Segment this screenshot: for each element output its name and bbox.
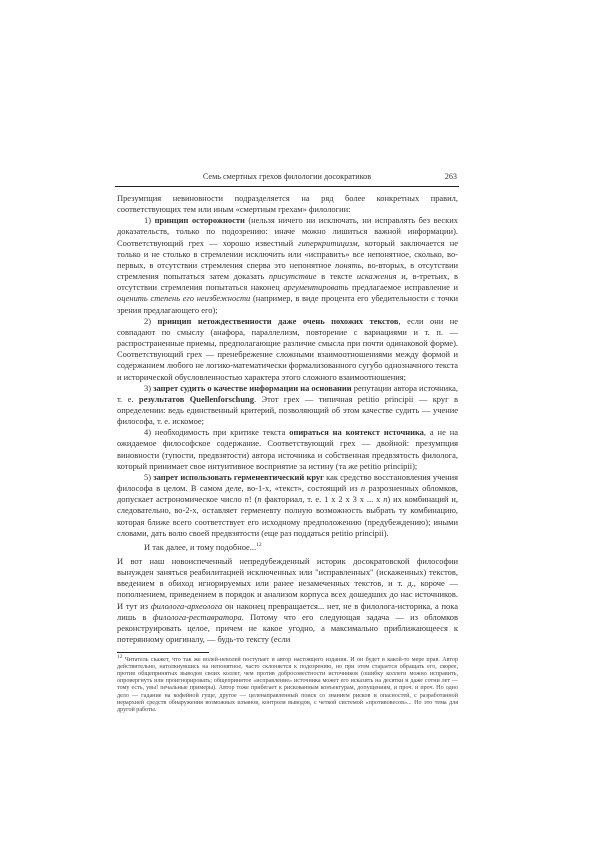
header-rule (115, 186, 459, 187)
footnote-text: Читатель скажет, что так же волей-неволей поступает и автор настоящего издания. И он будет в какой-то мере прав. Автор действительно, натолкнувшись на непонятное, часто склоняется к подозрению, но при этом старается обращать его, скорее, против общепринятых выводов своих коллег, чем против добросовестности источников (ошибку коллеги можно исправить, опровергнуть или проигнорировать; общепринятое «исправление» источника может его исказить на десятки и даже сотни лет — тому есть, увы! печальные примеры). Автор тоже прибегает к рискованным конъектурам, допущениям, и проч. и проч. Но одно дело — гадание на кофейной гуще, другое — целенаправленный поиск со знанием рисков и опасностей, с разработанной иерархией средств обнаружения возможных изъянов, контроля выводов, с четкой системой «противовесов»... Но это тема для другой работы. (117, 657, 458, 713)
text-run: 5) (144, 471, 154, 482)
paragraph (117, 316, 458, 383)
italic-text: филолога-археолога (150, 600, 223, 611)
text-run: разрозненных обломков, допускает астрономическое число (117, 483, 458, 505)
bold-text: запрет использовать герменевтический круг (153, 471, 324, 482)
text-run: , который заключается не только и не столько в стремлении исключить или «исправить» все непонятное, сколько, во-первых, в отсутствии стремления сперва это непонятное (117, 237, 458, 270)
text-run: ) их комбинаций и, следовательно, во-2-х, оставляет герменевту полную возможность выбрать ту комбинацию, которая ближе всего соответствует его исходному предположению (предубеждению); иными словами, дать волю своей предвзятости (еще раз поддаться petitio principii). (117, 494, 458, 538)
footnote-marker: 12 (117, 654, 123, 661)
paragraph (117, 193, 458, 215)
italic-text: искажения (356, 271, 397, 282)
bold-text: опираться на контекст источника (289, 427, 424, 438)
text-run: и, в-третьих, в отсутствии стремления попытаться наконец (117, 271, 458, 293)
paragraph (117, 427, 458, 472)
text-run: (например, в виде процента его убедительности с точки зрения предлагающего его); (117, 293, 458, 315)
text-run: 2) (144, 315, 158, 326)
footnote-rule (117, 652, 209, 653)
bold-text: принцип осторожности (154, 215, 245, 226)
page-header (115, 170, 459, 184)
text-run: предлагаемое исправление и (348, 282, 458, 293)
running-title: Семь смертных грехов филологии досократиков (202, 172, 372, 181)
text-run: (нельзя ничего ни исключать, ни исправлять без веских доказательств, только по подозрению: иначе можно лишиться важной информации). Соответствующий грех — хорошо известный (117, 215, 458, 248)
text-run: он наконец превращается... нет, не в филолога-историка, а пока лишь в (117, 600, 458, 622)
text-run: факториал, т. е. 1 x 2 x 3 x ... x (261, 494, 384, 505)
text-run: И вот наш новоиспеченный непредубежденный историк досократовской философии вынужден заняться реабилитацией исключенных или "исправленных" (искаженных) текстов, введением в обиход игнорируемых или ранее незамеченных текстов, и т. д., короче — пополнением, приведением в порядок и анализом корпуса всех дошедших до нас источников. И тут из (117, 556, 458, 611)
italic-text: понять (335, 259, 362, 270)
footnote (117, 654, 458, 713)
paragraph (117, 215, 458, 315)
page-column (115, 170, 459, 714)
text-run: в тексте (316, 271, 357, 282)
italic-text: n (257, 494, 262, 505)
text-run: . Этот грех — типичная petitio principii — круг в определении: ведь единственный критерий, позволяющий об этом качестве судить — учение философа, т. е. искомое; (117, 393, 459, 427)
text-run: 4) необходимость при критике текста (144, 427, 290, 438)
text-run: как средство восстановления учения философа в целом. В самом деле, во-1-х, «текст», состоящий из (117, 471, 459, 494)
italic-text: n (360, 483, 366, 494)
paragraph (117, 472, 458, 539)
text-run: , а не на ожидаемое философское содержание. Соответствующий грех — двойной: презумпция виновности (тупости, предвзятости) автора источника и собственная предвзятость филолога, который принимает свое интуитивное восприятие за истину (та же petitio principii); (117, 427, 458, 471)
text-run: репутации автора источника, т. е. (117, 382, 458, 404)
bold-text: принцип нетождественности даже очень похожих текстов (157, 315, 399, 326)
text-run: 1) (144, 215, 155, 226)
bold-text: результатов Quellenforschung (138, 393, 254, 404)
text-run: , во-вторых, в отсутствии стремления попытаться затем доказать (117, 259, 458, 282)
text-run: , если они не совпадают по смыслу (анафора, параллелизм, повторение с вариациями и т. п. — распространенные приемы, предполагающие различие смысла при почти одинаковой форме). Соответствующий грех — пренебрежение сложными взаимоотношениями между формой и содержанием любого не логико-математически формализованного сугубо однозначного текста и исторической обусловленностью характера этого сложного взаимоотношения; (117, 315, 458, 382)
italic-text: гиперкритицизм (298, 237, 358, 248)
body-text (117, 193, 458, 645)
page-number: 263 (444, 172, 457, 181)
italic-text: филолога-реставратора (152, 611, 242, 622)
italic-text: n (383, 494, 388, 505)
footnote-reference: 12 (256, 542, 262, 549)
italic-text: n (244, 494, 249, 505)
italic-text: аргументировать (283, 282, 349, 293)
text-run: . Потому что его следующая задача — из обломков реконструировать целое, причем не какое угодно, а максимально приближающееся к потерянному оригиналу, — будь-то тексту (если (117, 611, 458, 645)
text-run: 3) (144, 382, 154, 393)
text-run: И так далее, и тому подобное... (144, 541, 257, 552)
paragraph (117, 556, 458, 645)
italic-text: оценить степень его неизбежности (117, 293, 251, 304)
paragraph (117, 542, 458, 553)
text-run: Презумпция невиновности подразделяется на ряд более конкретных правил, соответствующих тем или иным «смертным грехам» филологии: (117, 193, 458, 215)
paragraph (117, 383, 458, 428)
text-run: ! ( (248, 494, 258, 505)
bold-text: запрет судить о качестве информации на основании (153, 382, 352, 393)
italic-text: присутствие (268, 271, 317, 282)
